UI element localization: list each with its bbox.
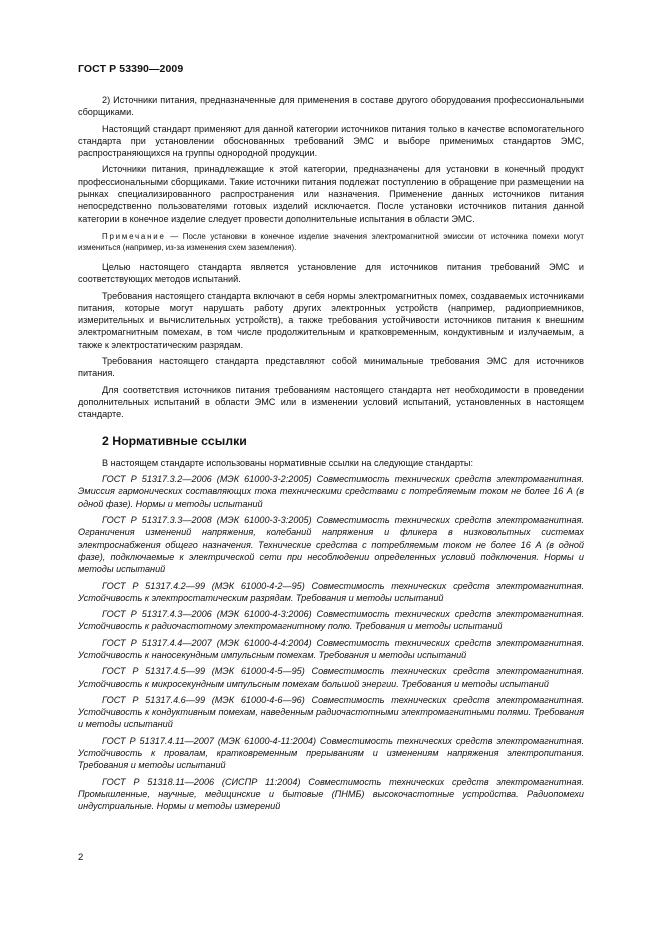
reference-item: ГОСТ Р 51317.4.4—2007 (МЭК 61000-4-4:2004) Совместимость технических средств электромагнитная. Устойчивость к наносекундным импульсным помехам. Требования и методы испытаний xyxy=(78,637,584,660)
paragraph: Источники питания, принадлежащие к этой категории, предназначены для установки в конечный продукт профессиональными сборщиками. Такие источники питания подлежат поступлению в обращение при размещении на рынках специализированного распространения или назначения. Применение данных источников питания непосредственно пользователями готовых изделий исключается. После установки источников питания данной категории в конечное изделие следует провести дополнительные испытания в области ЭМС. xyxy=(78,164,584,224)
paragraph: Требования настоящего стандарта представляют собой минимальные требования ЭМС для источников питания. xyxy=(78,356,584,379)
paragraph: Для соответствия источников питания требованиям настоящего стандарта нет необходимости в проведении дополнительных испытаний в области ЭМС или в изменении условий испытаний, установленных в настоящем стандарте. xyxy=(78,384,584,420)
paragraph: Требования настоящего стандарта включают в себя нормы электромагнитных помех, создаваемых источниками питания, которые могут нарушать работу других электронных устройств (например, радиоприемников, измерительных и вычислительных устройств), а также требования устойчивости источников питания к внешним электромагнитным помехам, в том числе продолжительным и кратковременным, кондуктивным и излучаемым, а также к электростатическим разрядам. xyxy=(78,290,584,350)
paragraph: Настоящий стандарт применяют для данной категории источников питания только в качестве вспомогательного стандарта при установлении обоснованных требований ЭМС и выборе применимых стандартов ЭМС, распространяющихся на группы однородной продукции. xyxy=(78,123,584,159)
reference-item: ГОСТ Р 51317.4.6—99 (МЭК 61000-4-6—96) Совместимость технических средств электромагнитная. Устойчивость к кондуктивным помехам, наведенным радиочастотными электромагнитными полями. Требования и методы испытаний xyxy=(78,694,584,730)
reference-item: ГОСТ Р 51317.4.5—99 (МЭК 61000-4-5—95) Совместимость технических средств электромагнитная. Устойчивость к микросекундным импульсным помехам большой энергии. Требования и методы испытаний xyxy=(78,666,584,689)
reference-item: ГОСТ Р 51317.3.2—2006 (МЭК 61000-3-2:2005) Совместимость технических средств электромагнитная. Эмиссия гармонических составляющих тока техническими средствами с потребляемым током не более 16 А (в одной фазе). Нормы и методы испытаний xyxy=(78,474,584,509)
paragraph: 2) Источники питания, предназначенные для применения в составе другого оборудования профессиональными сборщиками. xyxy=(78,95,584,118)
reference-item: ГОСТ Р 51317.3.3—2008 (МЭК 61000-3-3:2005) Совместимость технических средств электромагнитная. Ограничения изменений напряжения, колебаний напряжения и фликера в низковольтных системах электроснабжения общего назначения. Технические средства с потребляемым током не более 16 А (в одной фазе), подключаемые к электрической сети при несоблюдении определенных условий подключения. Нормы и методы испытаний xyxy=(78,515,584,575)
reference-item: ГОСТ Р 51317.4.3—2006 (МЭК 61000-4-3:2006) Совместимость технических средств электромагнитная. Устойчивость к радиочастотному электромагнитному полю. Требования и методы испытаний xyxy=(78,609,584,632)
section-intro: В настоящем стандарте использованы нормативные ссылки на следующие стандарты: xyxy=(102,457,474,468)
document-header: ГОСТ Р 53390—2009 xyxy=(78,63,184,75)
paragraph: Целью настоящего стандарта является установление для источников питания требований ЭМС и соответствующих методов испытаний. xyxy=(78,261,584,285)
page-number: 2 xyxy=(78,852,84,863)
reference-item: ГОСТ Р 51317.4.11—2007 (МЭК 61000-4-11:2004) Совместимость технических средств электромагнитная. Устойчивость к провалам, кратковременным прерываниям и изменениям напряжения электропитания. Требования и методы испытаний xyxy=(78,735,584,771)
document-body xyxy=(78,94,584,817)
reference-item: ГОСТ Р 51318.11—2006 (СИСПР 11:2004) Совместимость технических средств электромагнитная. Промышленные, научные, медицинские и бытовые (ПНМБ) высокочастотные устройства. Радиопомехи индустриальные. Нормы и методы измерений xyxy=(78,776,584,812)
note xyxy=(78,231,584,253)
note-label: Примечание xyxy=(102,231,166,241)
reference-item: ГОСТ Р 51317.4.2—99 (МЭК 61000-4-2—95) Совместимость технических средств электромагнитная. Устойчивость к электростатическим разрядам. Требования и методы испытаний xyxy=(78,580,584,603)
section-title: 2 Нормативные ссылки xyxy=(102,433,247,448)
note-text: — После установки в конечное изделие значения электромагнитной эмиссии от источника помехи могут измениться (например, из-за изменения схем заземления). xyxy=(78,231,584,252)
